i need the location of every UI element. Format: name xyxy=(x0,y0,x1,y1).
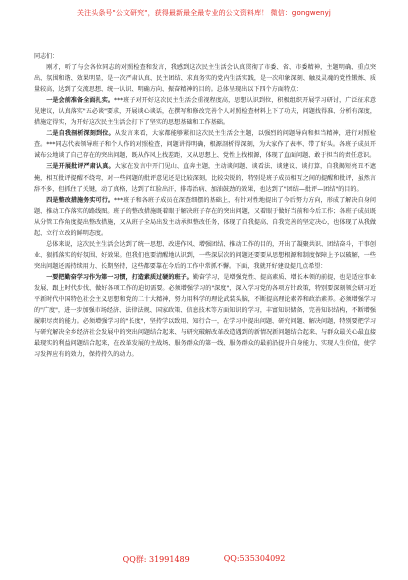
contact-footer xyxy=(0,554,408,565)
paragraph-text: 大家在发言中开门见山、直奔主题，主动谈问题、谈看法、谈建议、谈打算，自我揭短亮丑不遮掩，相互批评提醒不绕弯，对一些问题的批评意见还是比较深刻，比较尖锐的，特别是班子成员相互之间的提醒和批评，虽然言辞不多，但抓住了关键，动了真格，达到了红脸出汗，排毒治病、加油鼓劲的效果，也达到了"团结—批评—团结"的目的。 xyxy=(34,163,377,193)
paragraph-text: ***班子和各班子成员在深查细摆的基础上，有针对性地提出了今后努力方向，形成了解决自身问题、推动工作落实的路线图。班子的整改措施既着眼于解决班子存在的突出问题，又着眼于做好当前和今后工作；各班子成员既从分管工作角度提出整改措施，又从班子全局出发主动承担整改任务，体现了自我提高、自我完善的坚定决心，也体现了从我做起、立行立改的鲜明态度。 xyxy=(34,196,377,237)
paragraph-lead: 一要把勤奋学习作为第一习惯，打造素质过硬的班子。 xyxy=(46,273,193,281)
paragraph-lead: 二是自我剖析深刻到位。 xyxy=(46,130,115,138)
paragraph-lead: 四是整改措施务实可行。 xyxy=(46,196,115,204)
paragraph-text: 总体来说，这次民主生活会达到了统一思想、改进作风、增强团结、推动工作的目的，开出了凝聚共识、团结奋斗，干事创业、狠抓落实的好氛围、好效果。但我们也要清醒地认识到，一些深层次的问题还要要从思想根源和制度保障上予以破解，一些突出问题还需持续用力、长期坚持，这些都要靠在今后的工作中常抓不懈。下面，我就开好建设提几点希望： xyxy=(34,240,376,270)
paragraph-text: 勤奋学习，是增强党性、提高素质、增长本领的前提，也是适应事业发展、跟上时代步伐、做好各项工作的迫切需要。必须增强学习的"深度"，深入学习党的各项方针政策，特别要深刻领会研习近平新时代中国特色社会主义思想和党的二十大精神，努力用科学的理论武装头脑，不断提高理论素养和政治素养。必须增强学习的"广度"，进一步加强市场经济、法律法规、国家政策、信息技术等方面知识的学习，丰富知识储备，完善知识结构，不断增强履职尽责的能力。必须增强学习的"长度"，坚持学以致用、知行合一，在学习中提出问题、研究问题、解决问题，特别要把学习与研究解决全乡经济社会发展中的突出问题结合起来、与研究破解改革改造遇到的新情况新问题结合起来、与群众最关心最直接最现实的利益问题结合起来，在改革发展的主战场、服务群众的第一线、服务群众的最前沿提升自身能力、实现人生价值，使学习发挥应有的效力，保持持久的动力。 xyxy=(34,273,377,359)
paragraph-text: ***班子对开好这次民主生活会重视程度高，思想认识到位，积极组织开展学习研讨，广泛征求意见建议，认真落实"五必谈"要求，开展谈心谈话，在撰写和修改完善个人对照检查材料上下了功夫，问题找得准、分析有深度，措施定得实，为开好这次民主生活会打下了坚实的思想基础和工作基础。 xyxy=(34,97,377,127)
paragraph-hope-1 xyxy=(34,272,376,360)
salutation: 同志们： xyxy=(34,53,59,60)
paragraph-summary xyxy=(34,239,376,272)
top-banner: 关注头条号"公文研究"，获得最新最全最专业的公文资料库！ 微信：gongwenyj xyxy=(77,9,331,17)
paragraph-text: 从发言来看，大家都能够紧扣这次民主生活会主题，以强烈的问题导向和担当精神，进行对照检查。***同志代表领导班子和个人作的对照检查，问题讲得明确，根源剖析得深刻，为大家作了表率、带了好头。各班子成员开诚布公地谈了自己存在的突出问题，既从作风上找差距，又从思想上、党性上找根源，体现了直面问题、敢于担当的责任意识。 xyxy=(34,130,377,160)
document-body xyxy=(34,51,376,360)
paragraph-lead: 三是开展批评严肃认真。 xyxy=(46,163,115,171)
qq-group-text: QQ群: 31991489 xyxy=(122,555,190,564)
paragraph-point-2 xyxy=(34,128,376,161)
paragraph-point-1 xyxy=(34,95,376,128)
paragraph-text: 刚才，听了与会各位同志的对照检查和发言，我感到这次民主生活会认真贯彻了市委、省、市委精神，主题明确、重点突出、氛围和谐、效果明显，是一次严肃认真、民主团结、求真务实的党内生活实践，是一次印象深刻、触及灵魂的党性锻炼、质量较高，达到了交流思想、统一认识、明确方向、振奋精神的目的。总体呈现出以下四个方面特点： xyxy=(34,64,376,94)
paragraph-lead: 一是会前准备全面扎实。 xyxy=(46,97,115,105)
paragraph-point-3 xyxy=(34,161,376,194)
paragraph-point-4 xyxy=(34,195,376,239)
paragraph-intro xyxy=(34,62,376,95)
qq-text: QQ:535304092 xyxy=(223,554,286,563)
